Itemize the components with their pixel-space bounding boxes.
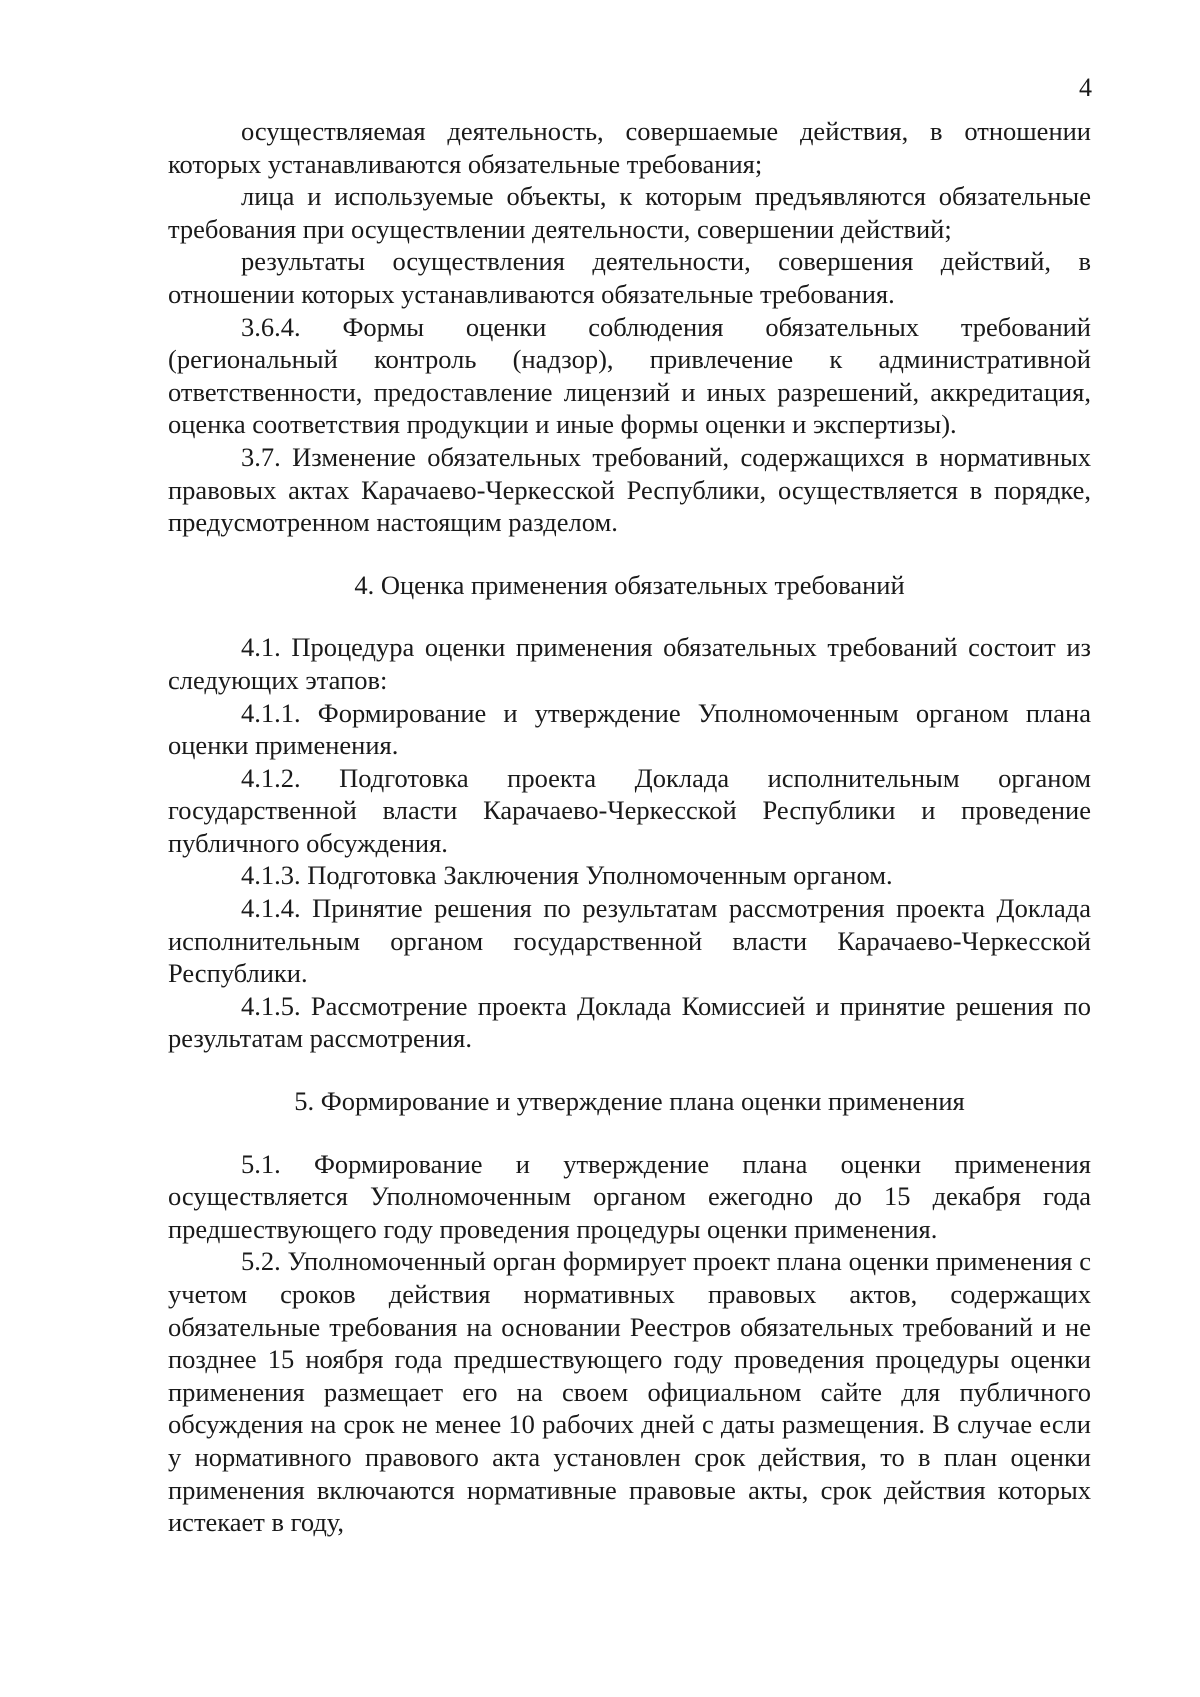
paragraph: 4.1.3. Подготовка Заключения Уполномоченным органом. — [241, 860, 893, 891]
paragraph: лица и используемые объекты, к которым предъявляются обязательные требования при осуществлении деятельности, совершении действий; — [168, 181, 1091, 244]
paragraph: 4.1.4. Принятие решения по результатам рассмотрения проекта Доклада исполнительным органом государственной власти Карачаево-Черкесской Республики. — [168, 893, 1091, 989]
paragraph: 4.1.5. Рассмотрение проекта Доклада Комиссией и принятие решения по результатам рассмотрения. — [168, 990, 1091, 1054]
section-heading: 5. Формирование и утверждение плана оценки применения — [294, 1086, 965, 1117]
paragraph: 3.7. Изменение обязательных требований, содержащихся в нормативных правовых актах Карачаево-Черкесской Республики, осуществляется в порядке, предусмотренном настоящим разделом. — [168, 441, 1091, 538]
paragraph: осуществляемая деятельность, совершаемые действия, в отношении которых устанавливаются обязательные требования; — [168, 116, 1091, 179]
page-number: 4 — [1079, 73, 1092, 102]
section-heading: 4. Оценка применения обязательных требований — [354, 569, 905, 600]
paragraph: 4.1. Процедура оценки применения обязательных требований состоит из следующих этапов: — [168, 632, 1091, 695]
paragraph: 3.6.4. Формы оценки соблюдения обязательных требований (региональный контроль (надзор), привлечение к административной ответственности, предоставление лицензий и иных разрешений, аккредитация, оценка соответствия продукции и иные формы оценки и экспертизы). — [168, 311, 1091, 440]
paragraph: 4.1.1. Формирование и утверждение Уполномоченным органом плана оценки применения. — [168, 697, 1091, 761]
document-body — [168, 115, 1091, 1539]
paragraph: 4.1.2. Подготовка проекта Доклада исполнительным органом государственной власти Карачаево-Черкесской Республики и проведение публичного обсуждения. — [168, 762, 1091, 858]
paragraph: результаты осуществления деятельности, совершения действий, в отношении которых устанавливаются обязательные требования. — [168, 246, 1091, 309]
paragraph: 5.2. Уполномоченный орган формирует проект плана оценки применения с учетом сроков действия нормативных правовых актов, содержащих обязательные требования на основании Реестров обязательных требований и не позднее 15 ноября года предшествующего году проведения процедуры оценки применения размещает его на своем официальном сайте для публичного обсуждения на срок не менее 10 рабочих дней с даты размещения. В случае если у нормативного правового акта установлен срок действия, то в план оценки применения включаются нормативные правовые акты, срок действия которых истекает в году, — [168, 1246, 1091, 1538]
paragraph: 5.1. Формирование и утверждение плана оценки применения осуществляется Уполномоченным органом ежегодно до 15 декабря года предшествующего году проведения процедуры оценки применения. — [168, 1148, 1091, 1244]
